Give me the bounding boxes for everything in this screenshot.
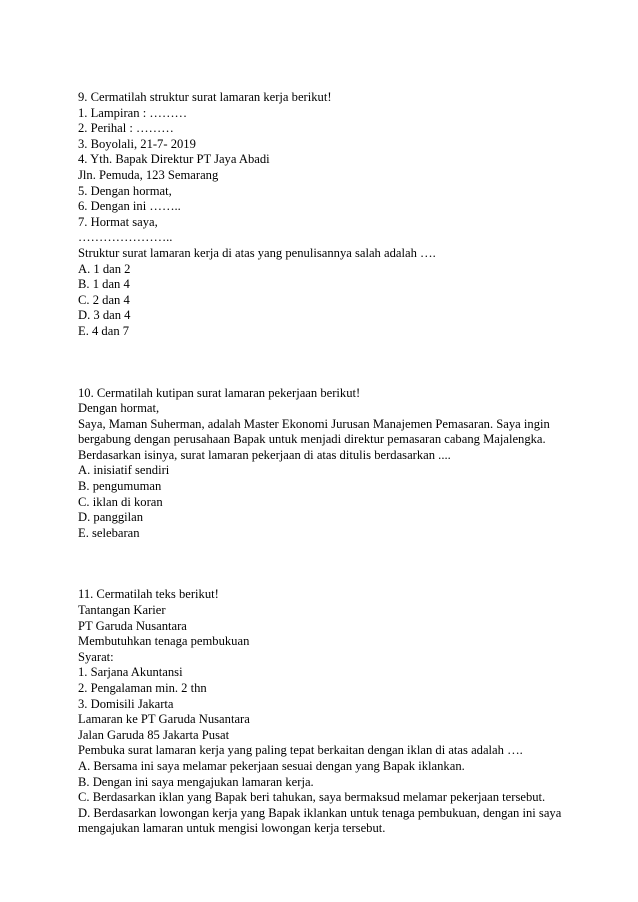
question-11	[78, 587, 568, 837]
document-page	[78, 90, 568, 837]
q10-option-d: D. panggilan	[78, 510, 144, 525]
q11-item: 1. Sarjana Akuntansi	[78, 665, 183, 680]
q9-question: Struktur surat lamaran kerja di atas yang penulisannya salah adalah ….	[78, 245, 436, 260]
q9-item: …………………..	[78, 230, 173, 245]
q10-option-c: C. iklan di koran	[78, 494, 163, 509]
q10-salutation: Dengan hormat,	[78, 401, 160, 416]
q11-option-d: D. Berdasarkan lowongan kerja yang Bapak iklankan untuk tenaga pembukuan, dengan ini saya mengajukan lamaran untuk mengisi lowongan kerja tersebut.	[78, 805, 562, 836]
q9-item: 2. Perihal : ………	[78, 121, 174, 136]
q9-item: 5. Dengan hormat,	[78, 183, 172, 198]
q9-option-e: E. 4 dan 7	[78, 323, 130, 338]
q11-item: Syarat:	[78, 649, 114, 664]
q9-option-a: A. 1 dan 2	[78, 261, 131, 276]
q9-item: 6. Dengan ini ……..	[78, 199, 181, 214]
q10-option-e: E. selebaran	[78, 525, 140, 540]
q11-item: 3. Domisili Jakarta	[78, 696, 174, 711]
question-10	[78, 386, 568, 542]
q11-item: Tantangan Karier	[78, 603, 166, 618]
q11-option-c: C. Berdasarkan iklan yang Bapak beri tahukan, saya bermaksud melamar pekerjaan tersebut.	[78, 790, 546, 805]
q9-item: 4. Yth. Bapak Direktur PT Jaya Abadi	[78, 152, 270, 167]
question-9	[78, 90, 568, 340]
q11-item: 2. Pengalaman min. 2 thn	[78, 681, 207, 695]
q10-body: Saya, Maman Suherman, adalah Master Ekonomi Jurusan Manajemen Pemasaran. Saya ingin bergabung dengan perusahaan Bapak untuk menjadi direktur pemasaran cabang Majalengka.	[78, 416, 550, 447]
q9-option-b: B. 1 dan 4	[78, 277, 130, 292]
question-9-heading: 9. Cermatilah struktur surat lamaran kerja berikut!	[78, 90, 332, 104]
q11-item: Lamaran ke PT Garuda Nusantara	[78, 712, 250, 727]
q10-option-b: B. pengumuman	[78, 479, 162, 494]
question-11-heading: 11. Cermatilah teks berikut!	[78, 587, 219, 602]
q11-item: PT Garuda Nusantara	[78, 618, 187, 633]
q10-question: Berdasarkan isinya, surat lamaran pekerjaan di atas ditulis berdasarkan ....	[78, 447, 451, 462]
section-spacer	[78, 541, 568, 587]
q11-question: Pembuka surat lamaran kerja yang paling tepat berkaitan dengan iklan di atas adalah ….	[78, 743, 523, 758]
q9-item: 7. Hormat saya,	[78, 214, 158, 229]
q9-item: Jln. Pemuda, 123 Semarang	[78, 167, 219, 182]
q11-option-b: B. Dengan ini saya mengajukan lamaran kerja.	[78, 774, 314, 789]
section-spacer	[78, 340, 568, 386]
q10-option-a: A. inisiatif sendiri	[78, 463, 170, 478]
question-10-heading: 10. Cermatilah kutipan surat lamaran pekerjaan berikut!	[78, 385, 361, 400]
q9-option-c: C. 2 dan 4	[78, 292, 130, 307]
q9-item: 1. Lampiran : ………	[78, 105, 188, 120]
q11-option-a: A. Bersama ini saya melamar pekerjaan sesuai dengan yang Bapak iklankan.	[78, 758, 465, 773]
q9-option-d: D. 3 dan 4	[78, 308, 131, 323]
q11-item: Membutuhkan tenaga pembukuan	[78, 634, 250, 649]
q9-item: 3. Boyolali, 21-7- 2019	[78, 136, 196, 151]
q11-item: Jalan Garuda 85 Jakarta Pusat	[78, 727, 230, 742]
